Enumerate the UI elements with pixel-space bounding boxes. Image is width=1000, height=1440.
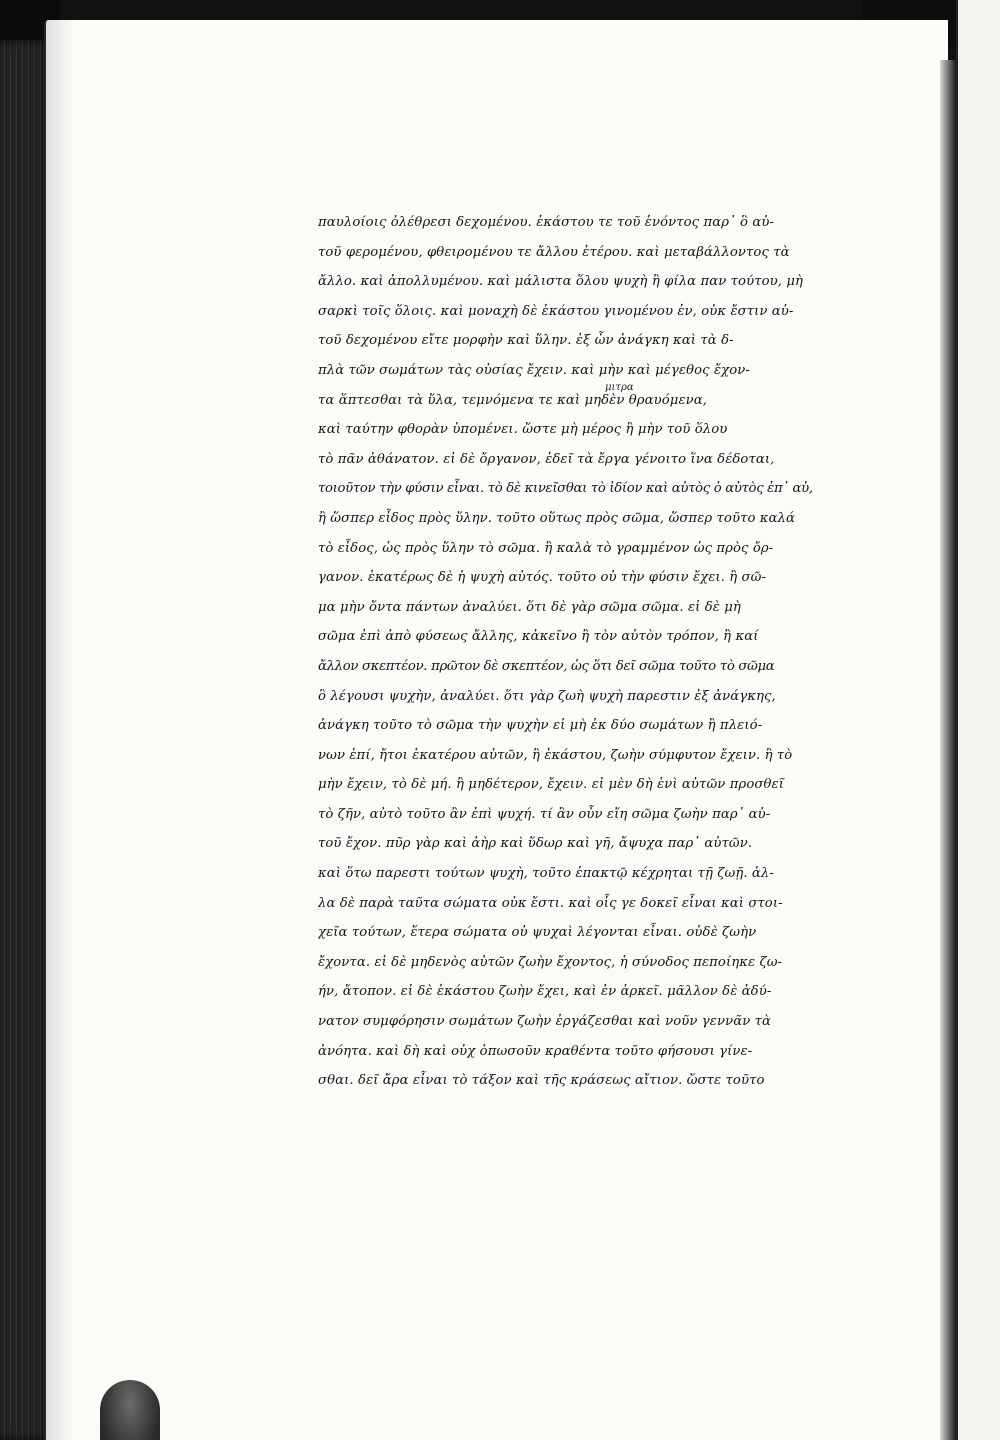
text-line: τὸ ζῆν, αὐτὸ τοῦτο ἂν ἐπὶ ψυχή. τί ἂν οὖν εἴη σῶμα ζωὴν παρ᾽ αὐ- [318, 806, 771, 822]
text-line: νων ἐπί, ἤτοι ἑκατέρου αὐτῶν, ἢ ἑκάστου, ζωὴν σύμφυτον ἔχειν. ἢ τὸ [318, 747, 793, 763]
text-line: τα ἅπτεσθαι τὰ ὕλα, τεμνόμενα τε καὶ μηδὲν θραυόμενα, [318, 392, 708, 408]
adjacent-page [956, 0, 1000, 1440]
text-line: τοιοῦτον τὴν φύσιν εἶναι. τὸ δὲ κινεῖσθαι τὸ ἰδίον καὶ αὐτὸς ὁ αὐτὸς ἐπ᾽ αὐ, [318, 481, 813, 497]
text-line: σῶμα ἐπὶ ἀπὸ φύσεως ἄλλης, κἀκεῖνο ἢ τὸν αὐτὸν τρόπον, ἢ καί [318, 629, 759, 645]
text-line: λα δὲ παρὰ ταῦτα σώματα οὐκ ἔστι. καὶ οἷς γε δοκεῖ εἶναι καὶ στοι- [318, 895, 783, 911]
text-line: παυλοίοις ὀλέθρεσι δεχομένου. ἑκάστου τε τοῦ ἑνόντος παρ᾽ ὃ αὐ- [318, 215, 775, 230]
text-line: τοῦ φερομένου, φθειρομένου τε ἄλλου ἑτέρου. καὶ μεταβάλλοντος τὰ [318, 244, 790, 260]
text-line: πλὰ τῶν σωμάτων τὰς οὐσίας ἔχειν. καὶ μὴν καὶ μέγεθος ἔχον- [318, 362, 750, 378]
thumb [100, 1380, 160, 1440]
text-line: τοῦ δεχομένου εἴτε μορφὴν καὶ ὕλην. ἐξ ὧν ἀνάγκη καὶ τὰ δ- [318, 333, 734, 349]
text-line: ἄλλον σκεπτέον. πρῶτον δὲ σκεπτέον, ὡς ὅτι δεῖ σῶμα τοῦτο τὸ σῶμα [318, 658, 775, 674]
text-line: ήν, ἄτοπον. εἰ δὲ ἑκάστου ζωὴν ἔχει, καὶ ἐν ἀρκεῖ. μᾶλλον δὲ ἀδύ- [318, 984, 772, 1000]
text-line: γανον. ἑκατέρως δὲ ἡ ψυχὴ αὐτός. τοῦτο οὐ τὴν φύσιν ἔχει. ἢ σῶ- [318, 570, 767, 586]
text-line: νατον συμφόρησιν σωμάτων ζωὴν ἐργάζεσθαι καὶ νοῦν γεννᾶν τὰ [318, 1014, 772, 1030]
text-line: τὸ πᾶν ἀθάνατον. εἰ δὲ ὄργανον, ἐδεῖ τὰ ἔργα γένοιτο ἵνα δέδοται, [318, 451, 775, 467]
text-line: τοῦ ἔχον. πῦρ γὰρ καὶ ἀὴρ καὶ ὕδωρ καὶ γῆ, ἄψυχα παρ᾽ αὐτῶν. [318, 836, 753, 852]
page-right-edge [940, 60, 956, 1440]
text-line: τὸ εἶδος, ὡς πρὸς ὕλην τὸ σῶμα. ἢ καλὰ τὸ γραμμένον ὡς πρὸς ὄρ- [318, 540, 774, 556]
text-line: καὶ ταύτην φθορὰν ὑπομένει. ὥστε μὴ μέρος ἢ μὴν τοῦ ὅλου [318, 422, 728, 438]
text-line: καὶ ὅτω παρεστι τούτων ψυχὴ, τοῦτο ἐπακτῷ κέχρηται τῇ ζωῇ. ἀλ- [318, 866, 774, 882]
text-line: ἢ ὥσπερ εἶδος πρὸς ὕλην. τοῦτο οὕτως πρὸς σῶμα, ὥσπερ τοῦτο καλά [318, 510, 796, 526]
text-line: ἄλλο. καὶ ἀπολλυμένου. καὶ μάλιστα ὅλου ψυχὴ ἢ φίλα παν τούτου, μὴ [318, 274, 804, 290]
text-line: σαρκὶ τοῖς ὅλοις. καὶ μοναχὴ δὲ ἑκάστου γινομένου ἐν, οὐκ ἔστιν αὐ- [318, 303, 794, 319]
text-line: ὃ λέγουσι ψυχὴν, ἀναλύει. ὅτι γὰρ ζωὴ ψυχὴ παρεστιν ἐξ ἀνάγκης, [318, 688, 776, 704]
text-line: μὴν ἔχειν, τὸ δὲ μή. ἢ μηδέτερον, ἔχειν. εἰ μὲν δὴ ἑνὶ αὐτῶν προσθεῖ [318, 777, 784, 793]
text-line: ἀνάγκη τοῦτο τὸ σῶμα τὴν ψυχὴν εἰ μὴ ἐκ δύο σωμάτων ἢ πλειό- [318, 718, 763, 734]
text-line: σθαι. δεῖ ἄρα εἶναι τὸ τάξον καὶ τῆς κράσεως αἴτιον. ὥστε τοῦτο [318, 1073, 765, 1089]
text-line: μα μὴν ὄντα πάντων ἀναλύει. ὅτι δὲ γὰρ σῶμα σῶμα. εἰ δὲ μὴ [318, 599, 741, 615]
manuscript-text [318, 208, 838, 1096]
interlinear-note: μιτρα [605, 382, 634, 393]
text-line: ἀνόητα. καὶ δὴ καὶ οὐχ ὁπωσοῦν κραθέντα τοῦτο φήσουσι γίνε- [318, 1043, 753, 1059]
text-line: ἔχοντα. εἰ δὲ μηδενὸς αὐτῶν ζωὴν ἔχοντος, ἡ σύνοδος πεποίηκε ζω- [318, 954, 783, 970]
text-line: χεῖα τούτων, ἕτερα σώματα οὐ ψυχαὶ λέγονται εἶναι. οὐδὲ ζωὴν [318, 925, 757, 941]
